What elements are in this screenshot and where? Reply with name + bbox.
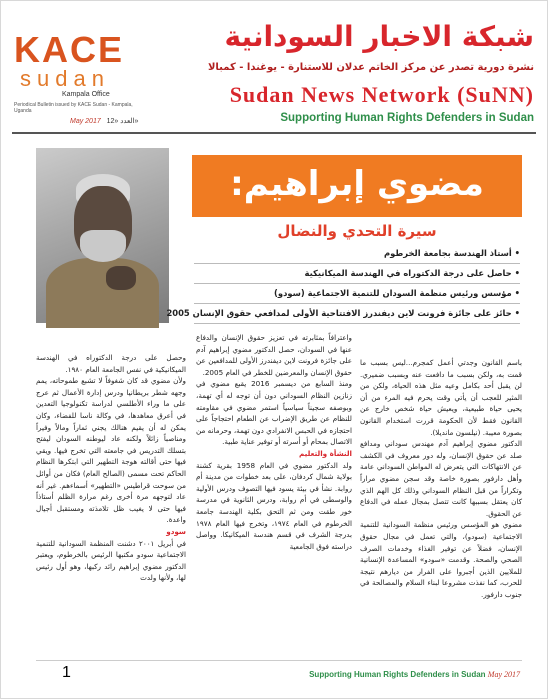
article-title: مضوي إبراهيم: xyxy=(230,164,484,204)
paragraph: واعترافاً بمثابرته في تعزيز حقوق الإنسان والدفاع عنها في السودان، حصل الدكتور مضوي إبراهيم آدم على جائزة فرونت لاين ديفندرز الأولى للمدافعين عن حقوق الإنسان والمعرضين للخطر في العام 2005. xyxy=(196,333,352,377)
highlight-item: • حاصل على درجة الدكتوراه في الهندسة الميكانيكية xyxy=(194,268,520,284)
paragraph: ولأن مضوي قد كان شغوفاً لا تشبع طموحاته، يمم وجهه شطر بريطانيا ودرس إدارة الأعمال ثم عرج على ما وراء الأطلسي لدراسة تكنولوجيا التعدين في أعرق معاهدها، في وكالة ناسا للفضاء، وكان يمكن له أن يقيم هنالك يجني ثماراً ومالاً وفيراً ومناصباً زائلاً ولكنه عاد ليوطنه السودان ليفتح بتسلك التدريس في جامعته التي تخرج فيها. ويقي فيها حتى أقالته هوجة التطهير التي ابتكرها النظام الحاكم تحت مسمى (الصالح العام) فكان من أوائل من سوحت قراطيس «التطهير» أسماءهم. غير أنه عاد لتوجهه مرة أخرى رغم مرارة الظلم أستاذاً فيها حتى لا يغيب ظل تلامذته ومستقبل أجيال واعدة. xyxy=(36,376,186,525)
paragraph: ولد الدكتور مضوي في العام 1958 بقرية كشنة بولاية شمال كردفان، على بعد خطوات من مدينة أم روابة. نشأ في بيئة يسود فيها التصوف ودرس الأولية والوسطى في أم روابة، ودرس الثانوية في مدرسة خور طقت ومن ثم التحق بكلية الهندسة جامعة الخرطوم في العام ١٩٧٤، وتخرج فيها العام ١٩٧٨ بدرجة الشرف في قسم هندسة الميكانيكا. وواصل دراسته فوق الجامعية xyxy=(196,460,352,551)
logo-office: Kampala Office xyxy=(62,91,110,98)
masthead-tagline: Supporting Human Rights Defenders in Sudan xyxy=(280,112,534,124)
section-heading-upbringing: النشأة والتعليم xyxy=(299,448,352,458)
paragraph: باسم القانون وجدتي أعمل كمجرم...ليس بسبب ما قمت به، ولكن بسبب ما دافعت عنه وبسبب ضميري. لن يقبل أحد بكامل وعيه مثل هذه الحياة، ولكن من المثير للعجب أن يأتي وقت يحرم فيه المرء من أن يحيى حياة طبيعية، ويعيش حياة شخص خارج عن القانون فقط لأن الحكومة قررت استخدام القانون بصورة معيبة. (نيلسون مانديلا). xyxy=(360,358,522,437)
logo-bulletin: Periodical Bulletin issued by KACE Sudan - Kampala, Uganda xyxy=(14,102,133,114)
masthead-subtitle-ar: نشرة دورية تصدر عن مركز الخاتم عدلان للاستنارة - يوغندا - كمبالا xyxy=(207,62,534,73)
paragraph: الدكتور مضوي إبراهيم آدم مهندس سوداني ومدافع صلد عن حقوق الإنسان، وله دور معروف في الكشف عن الانتهاكات التي يتعرض له المواطن السوداني عامة وأهل دارفور بصورة خاصة وقد سجن مضوي مراراً وتكراراً من قبل النظام السوداني وذلك كل الهم الذي كان يعتقل بسببها كانت تتصل بمجال عمله في الدفاع عن الحقوق. xyxy=(360,439,522,518)
article-subtitle: سيرة التحدي والنضال xyxy=(277,222,437,240)
footer-tagline-text: Supporting Human Rights Defenders in Sudan xyxy=(309,670,486,679)
text-column-right xyxy=(360,357,522,657)
issue-date: May 2017 xyxy=(70,118,101,125)
section-heading-sudo: سودو xyxy=(166,526,186,536)
masthead-title-en: Sudan News Network (SuNN) xyxy=(229,82,534,107)
text-column-left xyxy=(36,352,186,657)
paragraph: وحصل على درجة الدكتوراه في الهندسة الميكانيكية في نفس الجامعة العام ١٩٨٠. xyxy=(36,353,186,374)
highlights-list xyxy=(166,248,520,328)
highlight-item: • مؤسس ورئيس منظمة السودان للتنمية الاجتماعية (سودو) xyxy=(194,288,520,304)
footer-divider xyxy=(36,660,522,661)
footer-date: May 2017 xyxy=(487,670,520,679)
footer-tagline xyxy=(309,670,520,679)
paragraph: في أبريل ٢٠٠١ دشنت المنظمة السودانية للتنمية الاجتماعية سودو مكتبها الرئيس بالخرطوم، ويعتبر الدكتور مضوي إبراهيم رائد ركبها، وهو أول رئيس لها، ولأنها ولدت xyxy=(36,538,186,583)
masthead-title-ar: شبكة الاخبار السودانية xyxy=(224,20,534,53)
logo-sub: sudan xyxy=(20,66,110,91)
text-column-middle xyxy=(196,332,352,657)
portrait-photo xyxy=(36,148,169,323)
paragraph: مضوي هو المؤسس ورئيس منظمة السودانية للتنمية الاجتماعية (سودو)، والتي تعمل في مجال حقوق الإنسان، فضلاً عن توفير الغذاء وخدمات الصرف الصحي والصحة. وقدمت «سودو» المساعدة الإنسانية للملايين الذين أجبروا على الفرار من ديارهم نتيجة للحرب، كما نفذت مشروعا لبناء السلام والمصالحة في جنوب دارفور. xyxy=(360,520,522,599)
logo-brand: KACE xyxy=(14,29,125,70)
header-divider xyxy=(12,132,536,134)
highlight-item: • أستاذ الهندسة بجامعة الخرطوم xyxy=(194,248,520,264)
page-number: 1 xyxy=(62,664,71,681)
kace-logo xyxy=(14,29,134,114)
highlight-item: • حائز على جائزة فرونت لاين ديفندرز الافتتاحية الأولى لمدافعي حقوق الإنسان 2005 xyxy=(194,308,520,324)
issue-number: العدد «12» xyxy=(106,118,139,125)
paragraph: ومنذ السابع من ديسمبر 2016 يقبع مضوي في زنازين النظام السوداني دون أن توجه له أي تهمة، وبوصفه سجيناً سياسياً استمر مضوي في مقاومته للنظام عن طريق الإضراب عن الطعام احتجاجاً على احتجازه في الحبس الانفرادي دون تهمة، وحرمانه من الاتصال بمحام أو أسرته أو توفير عناية طبية. xyxy=(196,379,352,447)
issue-info xyxy=(70,117,138,125)
